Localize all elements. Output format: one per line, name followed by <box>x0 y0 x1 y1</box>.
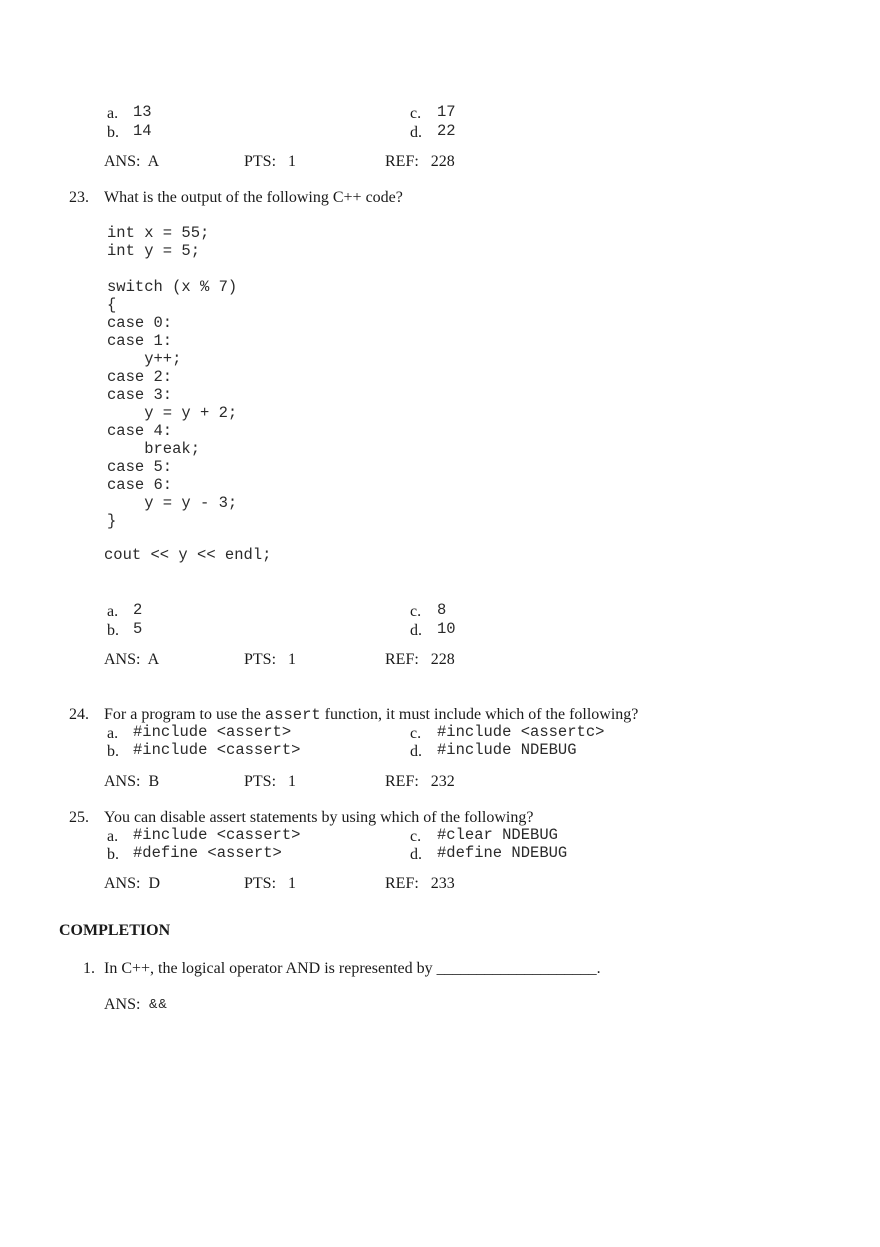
question-text: In C++, the logical operator AND is represented by ____________________. <box>104 960 601 977</box>
choice-letter: d. <box>410 743 422 760</box>
choice-text: 13 <box>133 103 152 121</box>
choice-letter: c. <box>410 105 422 122</box>
answer-key: ANS: D <box>104 875 161 892</box>
choice-text: 8 <box>437 601 447 619</box>
choice-text: 10 <box>437 620 456 638</box>
question-text: What is the output of the following C++ code? <box>104 189 403 206</box>
code-line: int x = 55; <box>107 224 210 242</box>
question-number: 23. <box>69 189 89 206</box>
question-text <box>104 706 638 724</box>
question-text-part: For a program to use the <box>104 706 265 723</box>
choice-letter: b. <box>107 743 119 760</box>
choice-text: 5 <box>133 620 143 638</box>
choice-text: #clear NDEBUG <box>437 826 558 844</box>
code-line: cout << y << endl; <box>104 546 272 564</box>
code-line: case 2: <box>107 368 173 386</box>
points: PTS: 1 <box>244 651 297 668</box>
reference: REF: 232 <box>385 773 455 790</box>
reference: REF: 228 <box>385 651 455 668</box>
points: PTS: 1 <box>244 875 297 892</box>
points: PTS: 1 <box>244 773 297 790</box>
code-line: y++; <box>107 350 182 368</box>
code-line: case 0: <box>107 314 173 332</box>
choice-text: 14 <box>133 122 152 140</box>
choice-text: #include <cassert> <box>133 741 301 759</box>
code-line: case 6: <box>107 476 173 494</box>
choice-text: 2 <box>133 601 143 619</box>
code-line: } <box>107 512 117 530</box>
inline-code: assert <box>264 706 321 724</box>
choice-letter: b. <box>107 124 119 141</box>
code-line: case 5: <box>107 458 173 476</box>
code-line: int y = 5; <box>107 242 201 260</box>
answer-key: ANS: A <box>104 651 160 668</box>
answer-key: ANS: B <box>104 773 160 790</box>
choice-text: #include <cassert> <box>133 826 301 844</box>
choice-text: #include NDEBUG <box>437 741 577 759</box>
choice-letter: b. <box>107 622 119 639</box>
choice-letter: a. <box>107 105 119 122</box>
code-line: y = y + 2; <box>107 404 238 422</box>
answer-label: ANS: <box>104 996 141 1013</box>
choice-text: #include <assert> <box>133 723 292 741</box>
choice-text: 22 <box>437 122 456 140</box>
choice-text: #define NDEBUG <box>437 844 568 862</box>
answer-key: ANS: A <box>104 153 160 170</box>
question-text: You can disable assert statements by using which of the following? <box>104 809 534 826</box>
code-line: case 3: <box>107 386 173 404</box>
code-line: case 4: <box>107 422 173 440</box>
choice-letter: a. <box>107 828 119 845</box>
choice-letter: b. <box>107 846 119 863</box>
choice-text: 17 <box>437 103 456 121</box>
points: PTS: 1 <box>244 153 297 170</box>
choice-text: #define <assert> <box>133 844 282 862</box>
question-text-part: function, it must include which of the following? <box>320 706 639 723</box>
reference: REF: 233 <box>385 875 455 892</box>
choice-letter: c. <box>410 828 422 845</box>
answer-value: && <box>149 997 168 1013</box>
choice-letter: d. <box>410 622 422 639</box>
question-number: 1. <box>83 960 95 977</box>
reference: REF: 228 <box>385 153 455 170</box>
code-line: case 1: <box>107 332 173 350</box>
choice-letter: a. <box>107 603 119 620</box>
choice-letter: a. <box>107 725 119 742</box>
code-line: y = y - 3; <box>107 494 238 512</box>
choice-text: #include <assertc> <box>437 723 605 741</box>
choice-letter: c. <box>410 603 422 620</box>
code-line: { <box>107 296 117 314</box>
choice-letter: d. <box>410 846 422 863</box>
code-line: break; <box>107 440 201 458</box>
section-heading: COMPLETION <box>59 922 171 939</box>
choice-letter: c. <box>410 725 422 742</box>
choice-letter: d. <box>410 124 422 141</box>
question-number: 24. <box>69 706 89 723</box>
code-line: switch (x % 7) <box>107 278 238 296</box>
question-number: 25. <box>69 809 89 826</box>
